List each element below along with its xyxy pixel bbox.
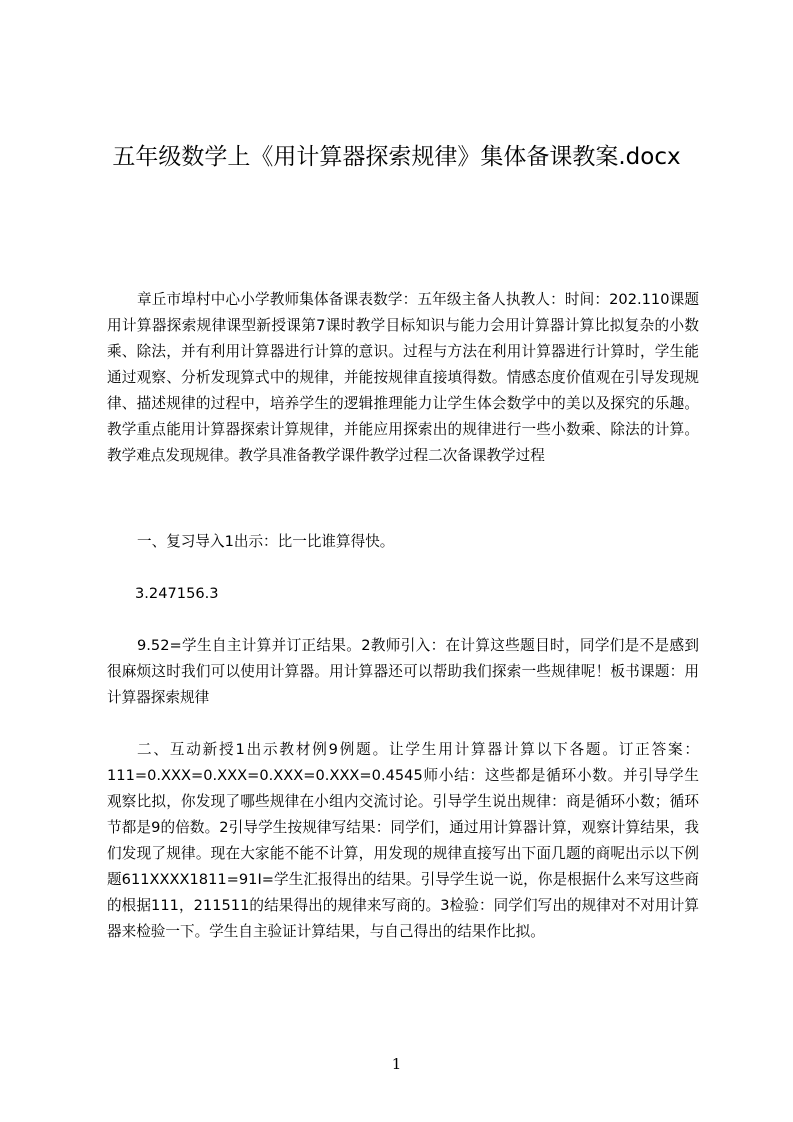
document-title: 五年级数学上《用计算器探索规律》集体备课教案.docx (112, 144, 681, 170)
paragraph-lesson-info: 章丘市埠村中心小学教师集体备课表数学：五年级主备人执教人：时间：202.110课题用计算器探索规律课型新授课第7课时教学目标知识与能力会用计算器计算比拟复杂的小数乘、除法，并有利用计算器进行计算的意识。过程与方法在利用计算器进行计算时，学生能通过观察、分析发现算式中的规律，并能按规律直接填得数。情感态度价值观在引导发现规律、描述规律的过程中，培养学生的逻辑推理能力让学生体会数学中的美以及探究的乐趣。教学重点能用计算器探索计算规律，并能应用探索出的规律进行一些小数乘、除法的计算。教学难点发现规律。教学具准备教学课件教学过程二次备课教学过程 (107, 291, 699, 464)
paragraph-review-intro: 一、复习导入1出示：比一比谁算得快。 (137, 533, 395, 550)
paragraph-teacher-intro: 9.52=学生自主计算并订正结果。2教师引入：在计算这些题目时，同学们是不是感到很麻烦这时我们可以使用计算器。用计算器还可以帮助我们探索一些规律呢！板书课题：用计算器探索规律 (107, 637, 699, 706)
paragraph-new-lesson: 二、互动新授1出示教材例9例题。让学生用计算器计算以下各题。订正答案：111=0.XXX=0.XXX=0.XXX=0.XXX=0.4545师小结：这些都是循环小数。并引导学生观察比拟，你发现了哪些规律在小组内交流讨论。引导学生说出规律：商是循环小数；循环节都是9的倍数。2引导学生按规律写结果：同学们，通过用计算器计算，观察计算结果，我们发现了规律。现在大家能不能不计算，用发现的规律直接写出下面几题的商呢出示以下例题611XXXX1811=91I=学生汇报得出的结果。引导学生说一说，你是根据什么来写这些商的根据111，211511的结果得出的规律来写商的。3检验：同学们写出的规律对不对用计算器来检验一下。学生自主验证计算结果，与自己得出的结果作比拟。 (107, 741, 699, 940)
page-number: 1 (391, 1055, 402, 1073)
paragraph-review-numbers: 3.247156.3 (135, 585, 219, 602)
